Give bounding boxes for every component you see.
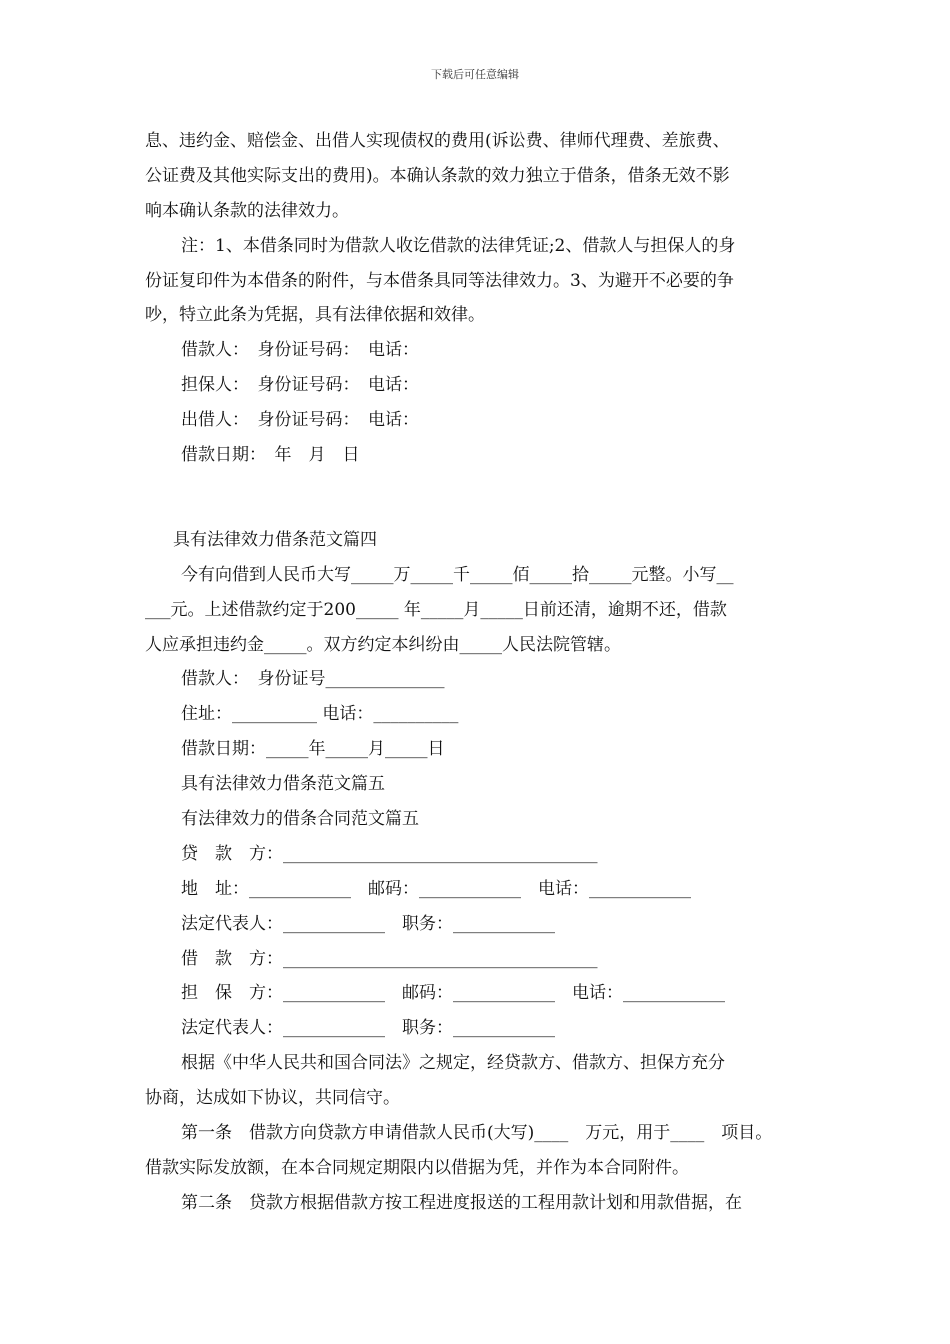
- section-heading: 具有法律效力借条范文篇四: [173, 529, 377, 550]
- section-heading: 具有法律效力借条范文篇五: [181, 774, 385, 795]
- borrower-id-line: 借款人： 身份证号______________: [181, 669, 445, 690]
- document-body: [145, 124, 815, 1221]
- loan-date-line: 借款日期： 年 月 日: [181, 445, 360, 466]
- text-line: ___元。上述借款约定于200_____ 年_____月_____日前还清，逾期不还，借款: [145, 599, 727, 620]
- address-line: 住址：__________ 电话：__________: [181, 704, 459, 725]
- legal-rep-line: 法定代表人：____________ 职务：____________: [181, 913, 555, 934]
- text-line: 借款实际发放额，在本合同规定期限内以借据为凭，并作为本合同附件。: [145, 1157, 689, 1178]
- text-line: 公证费及其他实际支出的费用)。本确认条款的效力独立于借条，借条无效不影: [145, 165, 730, 186]
- loan-date-line: 借款日期：_____年_____月_____日: [181, 739, 445, 760]
- text-line: 协商，达成如下协议，共同信守。: [145, 1088, 400, 1109]
- lender-party-line: 贷 款 方：_____________________________________: [181, 843, 598, 864]
- note-paragraph: 注：1、本借条同时为借款人收讫借款的法律凭证;2、借款人与担保人的身: [181, 235, 736, 256]
- section-heading: 有法律效力的借条合同范文篇五: [181, 809, 419, 830]
- text-line: 根据《中华人民共和国合同法》之规定，经贷款方、借款方、担保方充分: [181, 1053, 725, 1074]
- guarantor-party-line: 担 保 方：____________ 邮码：____________ 电话：____________: [181, 983, 725, 1004]
- text-line: 响本确认条款的法律效力。: [145, 200, 349, 221]
- text-line: 今有向借到人民币大写_____万_____千_____佰_____拾_____元整。小写__: [181, 564, 734, 585]
- article-two: 第二条 贷款方根据借款方按工程进度报送的工程用款计划和用款借据，在: [181, 1192, 742, 1213]
- address-line: 地 址：____________ 邮码：____________ 电话：____________: [181, 878, 691, 899]
- spacer: [145, 473, 815, 523]
- text-line: 份证复印件为本借条的附件，与本借条具同等法律效力。3、为避开不必要的争: [145, 270, 734, 291]
- borrower-party-line: 借 款 方：_____________________________________: [181, 948, 598, 969]
- borrower-line: 借款人： 身份证号码： 电话：: [181, 340, 419, 361]
- text-line: 人应承担违约金_____。双方约定本纠纷由_____人民法院管辖。: [145, 634, 621, 655]
- page-header: 下载后可任意编辑: [431, 68, 519, 81]
- lender-line: 出借人： 身份证号码： 电话：: [181, 410, 419, 431]
- guarantor-line: 担保人： 身份证号码： 电话：: [181, 375, 419, 396]
- text-line: 吵，特立此条为凭据，具有法律依据和效律。: [145, 305, 485, 326]
- article-one: 第一条 借款方向贷款方申请借款人民币(大写)____ 万元，用于____ 项目。: [181, 1123, 773, 1144]
- text-line: 息、违约金、赔偿金、出借人实现债权的费用(诉讼费、律师代理费、差旅费、: [145, 131, 730, 151]
- legal-rep-line: 法定代表人：____________ 职务：____________: [181, 1018, 555, 1039]
